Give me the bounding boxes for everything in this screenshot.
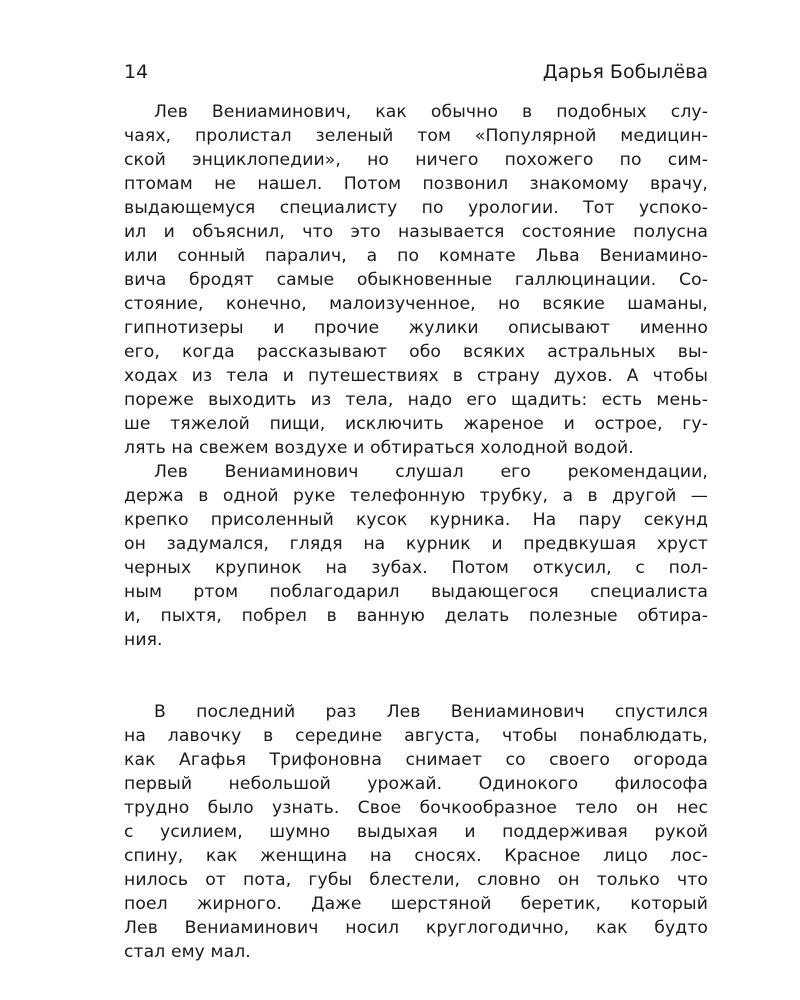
text-line: стал ему мал. [124,942,251,962]
text-line: или сонный паралич, а по комнате Льва Вениамино- [124,246,708,266]
text-line: его, когда рассказывают обо всяких астральных вы- [124,342,708,362]
text-line: ния. [124,630,163,650]
text-line: пореже выходить из тела, надо его щадить: есть мень- [124,390,708,410]
author-name: Дарья Бобылёва [542,61,708,83]
text-line: Лев Вениаминович, как обычно в подобных слу- [154,102,708,122]
text-line: птомам не нашел. Потом позвонил знакомому врачу, [124,174,708,194]
text-line: стояние, конечно, малоизученное, но всякие шаманы, [124,294,708,314]
text-line: ской энциклопедии», но ничего похожего по сим- [124,150,708,170]
text-line: трудно было узнать. Свое бочкообразное тело он нес [124,798,708,818]
paragraph [124,100,708,460]
text-line: он задумался, глядя на курник и предвкушая хруст [124,534,708,554]
text-line: держа в одной руке телефонную трубку, а в другой — [124,486,708,506]
text-line: первый небольшой урожай. Одинокого философа [124,774,708,794]
text-line: В последний раз Лев Вениаминович спустился [154,702,708,722]
paragraph [124,700,708,964]
paragraph [124,460,708,652]
text-line: ше тяжелой пищи, исключить жареное и острое, гу- [124,414,708,434]
text-line: крепко присоленный кусок курника. На пару секунд [124,510,708,530]
text-line: лять на свежем воздухе и обтираться холодной водой. [124,438,634,458]
text-line: ходах из тела и путешествиях в страну духов. А чтобы [124,366,708,386]
text-line: вича бродят самые обыкновенные галлюцинации. Со- [124,270,708,290]
text-line: чаях, пролистал зеленый том «Популярной медицин- [124,126,708,146]
text-line: как Агафья Трифоновна снимает со своего огорода [124,750,708,770]
text-line: Лев Вениаминович носил круглогодично, как будто [124,918,708,938]
text-line: черных крупинок на зубах. Потом откусил, с пол- [124,558,708,578]
body-text [124,100,708,964]
text-line: Лев Вениаминович слушал его рекомендации, [154,462,708,482]
text-line: выдающемуся специалисту по урологии. Тот успоко- [124,198,708,218]
text-line: спину, как женщина на сносях. Красное лицо лос- [124,846,708,866]
text-line: ным ртом поблагодарил выдающегося специалиста [124,582,708,602]
text-line: поел жирного. Даже шерстяной беретик, который [124,894,708,914]
text-line: и, пыхтя, побрел в ванную делать полезные обтира- [124,606,708,626]
text-line: с усилием, шумно выдыхая и поддерживая рукой [124,822,708,842]
text-line: на лавочку в середине августа, чтобы понаблюдать, [124,726,708,746]
section-break [124,652,708,700]
text-line: ил и объяснил, что это называется состояние полусна [124,222,708,242]
text-line: нилось от пота, губы блестели, словно он только что [124,870,708,890]
page-number: 14 [124,61,149,83]
book-page [124,60,708,960]
running-header [124,60,708,90]
text-line: гипнотизеры и прочие жулики описывают именно [124,318,708,338]
